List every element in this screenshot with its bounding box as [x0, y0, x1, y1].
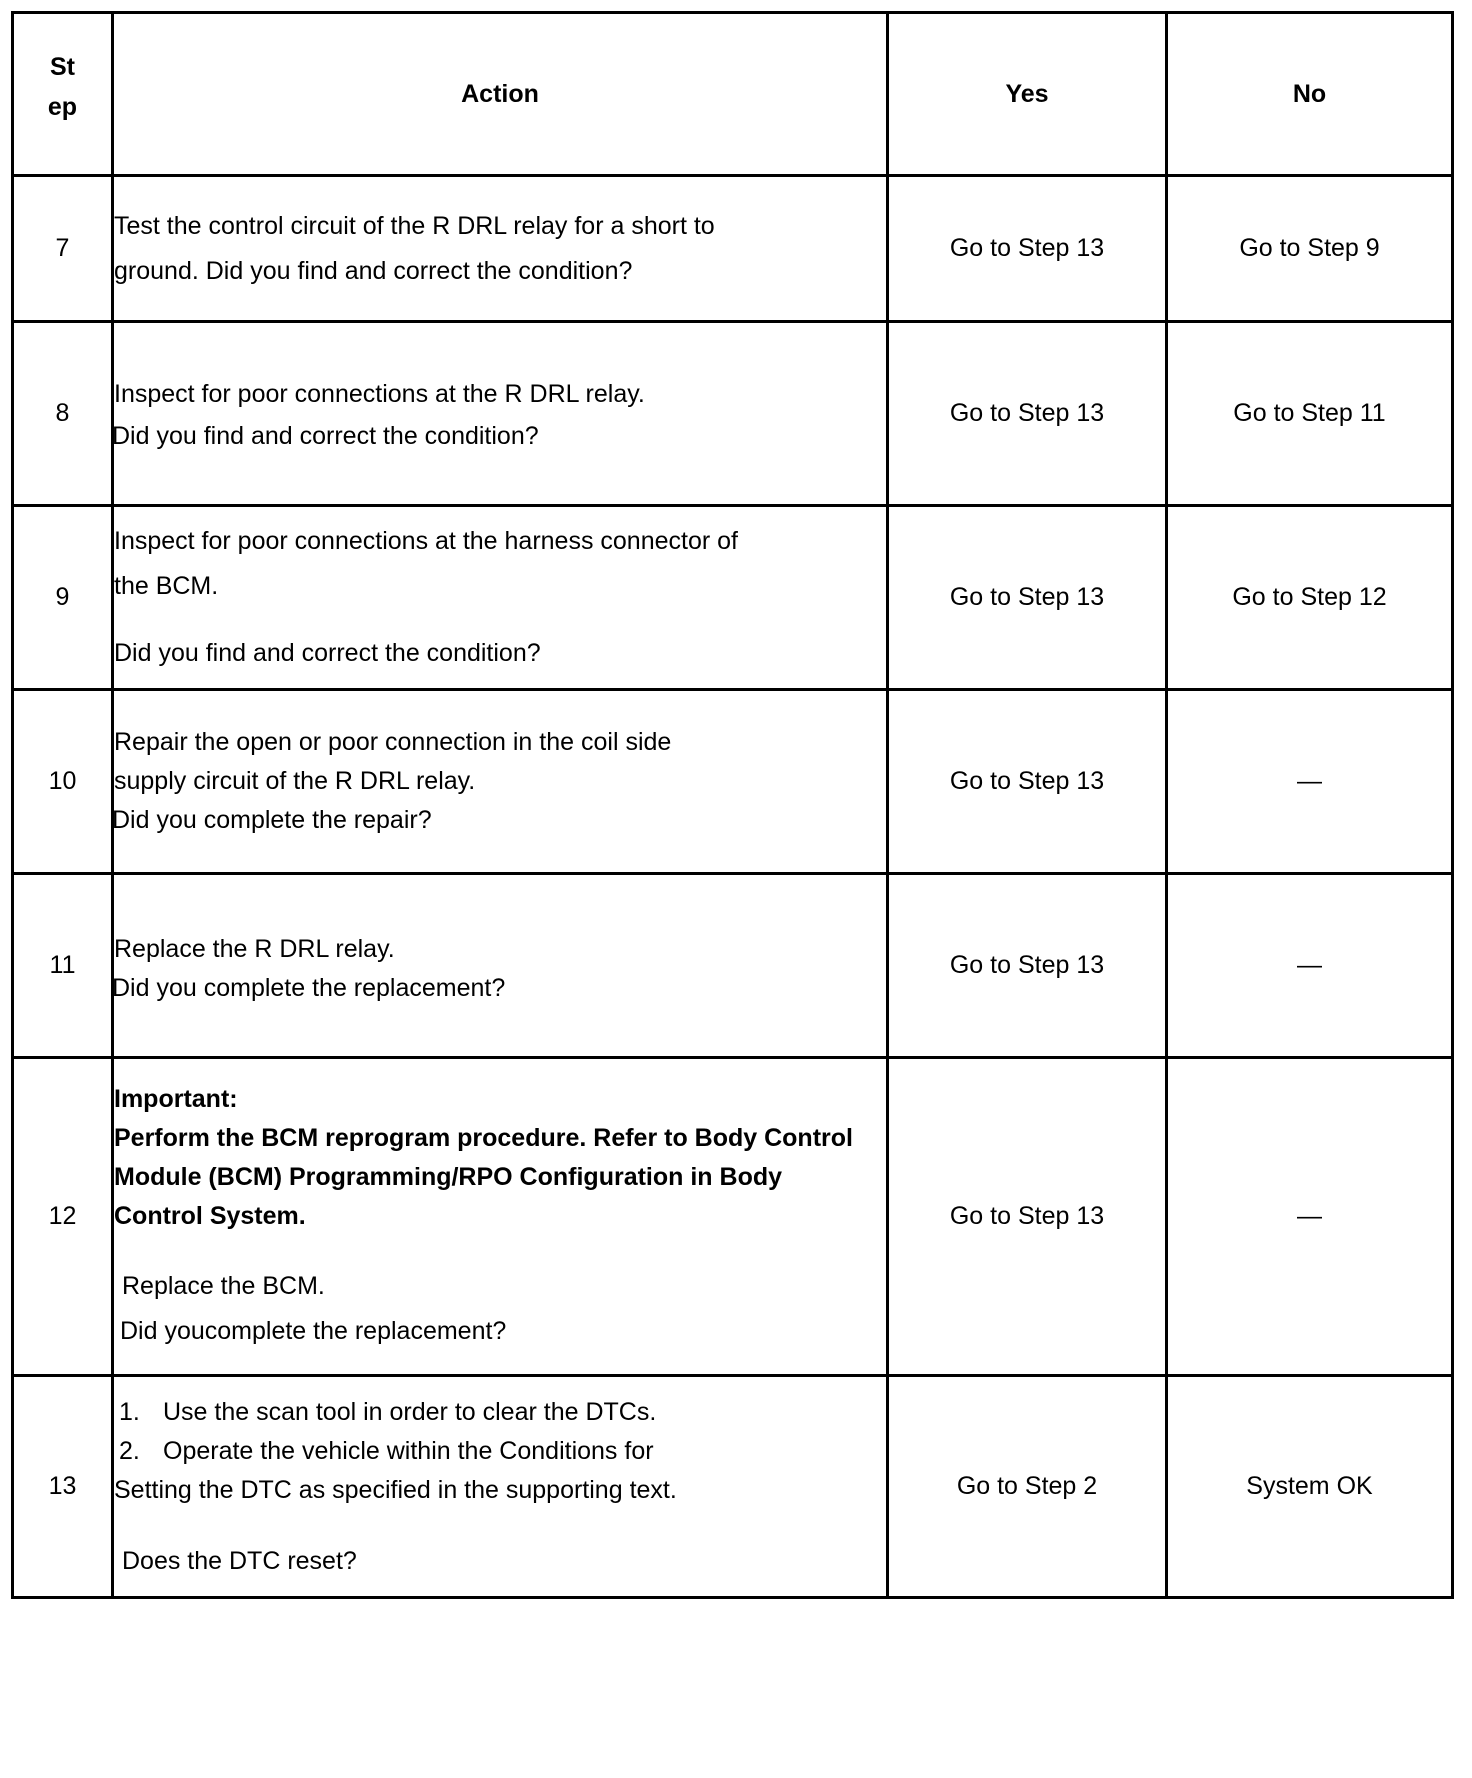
- action-cell: [113, 176, 888, 322]
- action-line: Did you find and correct the condition?: [112, 422, 539, 450]
- table-row: [13, 1376, 1453, 1598]
- step-number: 8: [13, 322, 113, 506]
- action-cell: [113, 506, 888, 690]
- action-cell: [113, 322, 888, 506]
- important-note: Perform the BCM reprogram procedure. Refer to Body Control Module (BCM) Programming/RPO Configuration in Body Control System.: [114, 1123, 853, 1230]
- no-result: Go to Step 11: [1167, 322, 1453, 506]
- step-number: 9: [13, 506, 113, 690]
- action-line: Setting the DTC as specified in the supporting text.: [114, 1475, 677, 1504]
- action-line: Did you complete the replacement?: [112, 973, 506, 1002]
- yes-result: Go to Step 2: [888, 1376, 1167, 1598]
- action-line: Test the control circuit of the R DRL relay for a short to: [114, 211, 715, 240]
- action-line: Inspect for poor connections at the R DRL relay.: [114, 380, 645, 408]
- no-result: —: [1167, 1058, 1453, 1376]
- action-line: the BCM.: [114, 572, 219, 600]
- action-cell: [113, 690, 888, 874]
- numbered-item: [114, 1435, 886, 1468]
- step-number: 7: [13, 176, 113, 322]
- header-row: [13, 13, 1453, 176]
- step-number: 11: [13, 874, 113, 1058]
- no-result: Go to Step 9: [1167, 176, 1453, 322]
- yes-result: Go to Step 13: [888, 690, 1167, 874]
- no-result: System OK: [1167, 1376, 1453, 1598]
- header-action: Action: [113, 13, 888, 176]
- step-number: 13: [13, 1376, 113, 1598]
- numbered-item: [114, 1390, 886, 1435]
- yes-result: Go to Step 13: [888, 874, 1167, 1058]
- action-line: Inspect for poor connections at the harness connector of: [114, 527, 738, 555]
- action-line: Repair the open or poor connection in the coil side: [114, 728, 672, 756]
- yes-result: Go to Step 13: [888, 506, 1167, 690]
- action-line: ground. Did you find and correct the condition?: [114, 256, 633, 285]
- action-line: Does the DTC reset?: [122, 1546, 357, 1575]
- yes-result: Go to Step 13: [888, 322, 1167, 506]
- header-yes: Yes: [888, 13, 1167, 176]
- no-result: —: [1167, 874, 1453, 1058]
- table-row: [13, 874, 1453, 1058]
- action-line: Replace the BCM.: [122, 1271, 325, 1300]
- table-row: [13, 1058, 1453, 1376]
- table-row: [13, 506, 1453, 690]
- table-row: [13, 690, 1453, 874]
- no-result: Go to Step 12: [1167, 506, 1453, 690]
- action-line: Did youcomplete the replacement?: [120, 1316, 507, 1345]
- step-number: 12: [13, 1058, 113, 1376]
- header-no: No: [1167, 13, 1453, 176]
- item-number: 1.: [119, 1397, 140, 1426]
- diagnostic-steps-table: [11, 11, 1454, 1599]
- item-text: Use the scan tool in order to clear the DTCs.: [163, 1397, 657, 1426]
- item-text: Operate the vehicle within the Conditions for: [163, 1436, 654, 1465]
- action-line: Did you find and correct the condition?: [114, 639, 541, 667]
- table-row: [13, 176, 1453, 322]
- yes-result: Go to Step 13: [888, 176, 1167, 322]
- action-cell: [113, 1058, 888, 1376]
- header-step: St ep: [13, 13, 113, 176]
- table-row: [13, 322, 1453, 506]
- step-number: 10: [13, 690, 113, 874]
- action-line: Did you complete the repair?: [112, 806, 432, 834]
- action-cell: [113, 1376, 888, 1598]
- action-line: Replace the R DRL relay.: [114, 934, 395, 963]
- action-cell: [113, 874, 888, 1058]
- no-result: —: [1167, 690, 1453, 874]
- item-number: 2.: [119, 1436, 140, 1465]
- important-label: Important:: [114, 1084, 238, 1113]
- action-line: supply circuit of the R DRL relay.: [114, 767, 476, 795]
- yes-result: Go to Step 13: [888, 1058, 1167, 1376]
